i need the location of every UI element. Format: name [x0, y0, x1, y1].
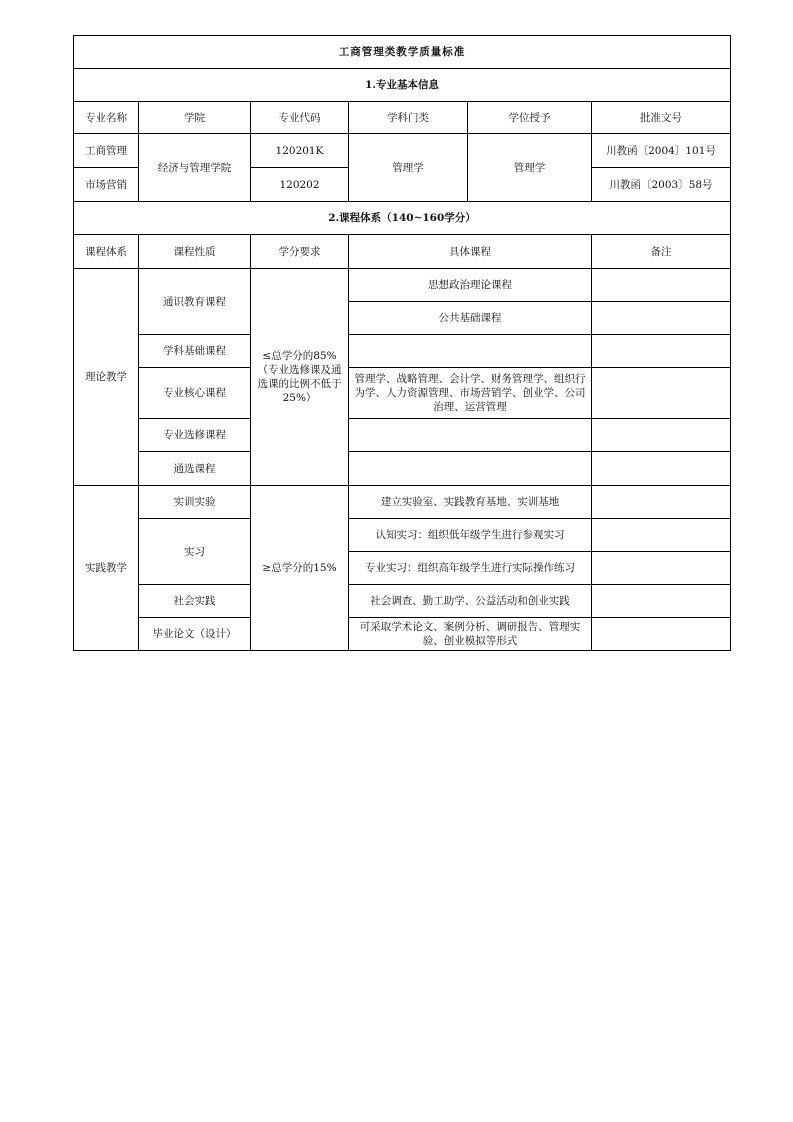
specific-course: 思想政治理论课程: [349, 269, 592, 302]
specific-course: 公共基础课程: [349, 302, 592, 335]
remark-cell: [592, 519, 731, 552]
major-code: 120202: [251, 168, 349, 202]
remark-cell: [592, 419, 731, 452]
course-nature-thesis: 毕业论文（设计）: [139, 618, 251, 651]
specific-course: 可采取学术论文、案例分析、调研报告、管理实验、创业模拟等形式: [349, 618, 592, 651]
header-college: 学院: [139, 102, 251, 134]
header-remarks: 备注: [592, 235, 731, 269]
core-courses-list: 管理学、战略管理、会计学、财务管理学、组织行为学、人力资源管理、市场营销学、创业学、公司治理、运营管理: [349, 368, 592, 419]
theory-teaching-label: 理论教学: [74, 269, 139, 486]
specific-course-empty: [349, 335, 592, 368]
approval-number: 川教函〔2003〕58号: [592, 168, 731, 202]
section1-heading: 1.专业基本信息: [74, 69, 731, 102]
header-credit-requirement: 学分要求: [251, 235, 349, 269]
specific-course-empty: [349, 452, 592, 486]
major-code: 120201K: [251, 134, 349, 168]
course-nature-subject-foundation: 学科基础课程: [139, 335, 251, 368]
course-nature-general-education: 通识教育课程: [139, 269, 251, 335]
course-nature-elective: 专业选修课程: [139, 419, 251, 452]
header-degree: 学位授予: [468, 102, 592, 134]
specific-course: 社会调查、勤工助学、公益活动和创业实践: [349, 585, 592, 618]
header-major-code: 专业代码: [251, 102, 349, 134]
course-nature-core: 专业核心课程: [139, 368, 251, 419]
course-nature-internship: 实习: [139, 519, 251, 585]
degree-cell: 管理学: [468, 134, 592, 202]
course-nature-general-elective: 通选课程: [139, 452, 251, 486]
quality-standard-table: [73, 35, 731, 651]
header-curriculum-system: 课程体系: [74, 235, 139, 269]
course-nature-social-practice: 社会实践: [139, 585, 251, 618]
remark-cell: [592, 585, 731, 618]
specific-course: 认知实习：组织低年级学生进行参观实习: [349, 519, 592, 552]
header-major-name: 专业名称: [74, 102, 139, 134]
theory-credit-requirement: ≤总学分的85%（专业选修课及通选课的比例不低于25%）: [251, 269, 349, 486]
major-name: 市场营销: [74, 168, 139, 202]
remark-cell: [592, 335, 731, 368]
specific-course: 建立实验室、实践教育基地、实训基地: [349, 486, 592, 519]
remark-cell: [592, 269, 731, 302]
course-nature-training: 实训实验: [139, 486, 251, 519]
remark-cell: [592, 452, 731, 486]
remark-cell: [592, 368, 731, 419]
remark-cell: [592, 552, 731, 585]
approval-number: 川教函〔2004〕101号: [592, 134, 731, 168]
remark-cell: [592, 618, 731, 651]
specific-course: 专业实习：组织高年级学生进行实际操作练习: [349, 552, 592, 585]
section2-heading: 2.课程体系（140~160学分）: [74, 202, 731, 235]
specific-course-empty: [349, 419, 592, 452]
header-discipline: 学科门类: [349, 102, 468, 134]
page-title: 工商管理类教学质量标准: [74, 36, 731, 69]
discipline-cell: 管理学: [349, 134, 468, 202]
remark-cell: [592, 486, 731, 519]
major-name: 工商管理: [74, 134, 139, 168]
header-course-nature: 课程性质: [139, 235, 251, 269]
practice-teaching-label: 实践教学: [74, 486, 139, 651]
header-specific-courses: 具体课程: [349, 235, 592, 269]
college-cell: 经济与管理学院: [139, 134, 251, 202]
remark-cell: [592, 302, 731, 335]
practice-credit-requirement: ≥总学分的15%: [251, 486, 349, 651]
header-approval: 批准文号: [592, 102, 731, 134]
